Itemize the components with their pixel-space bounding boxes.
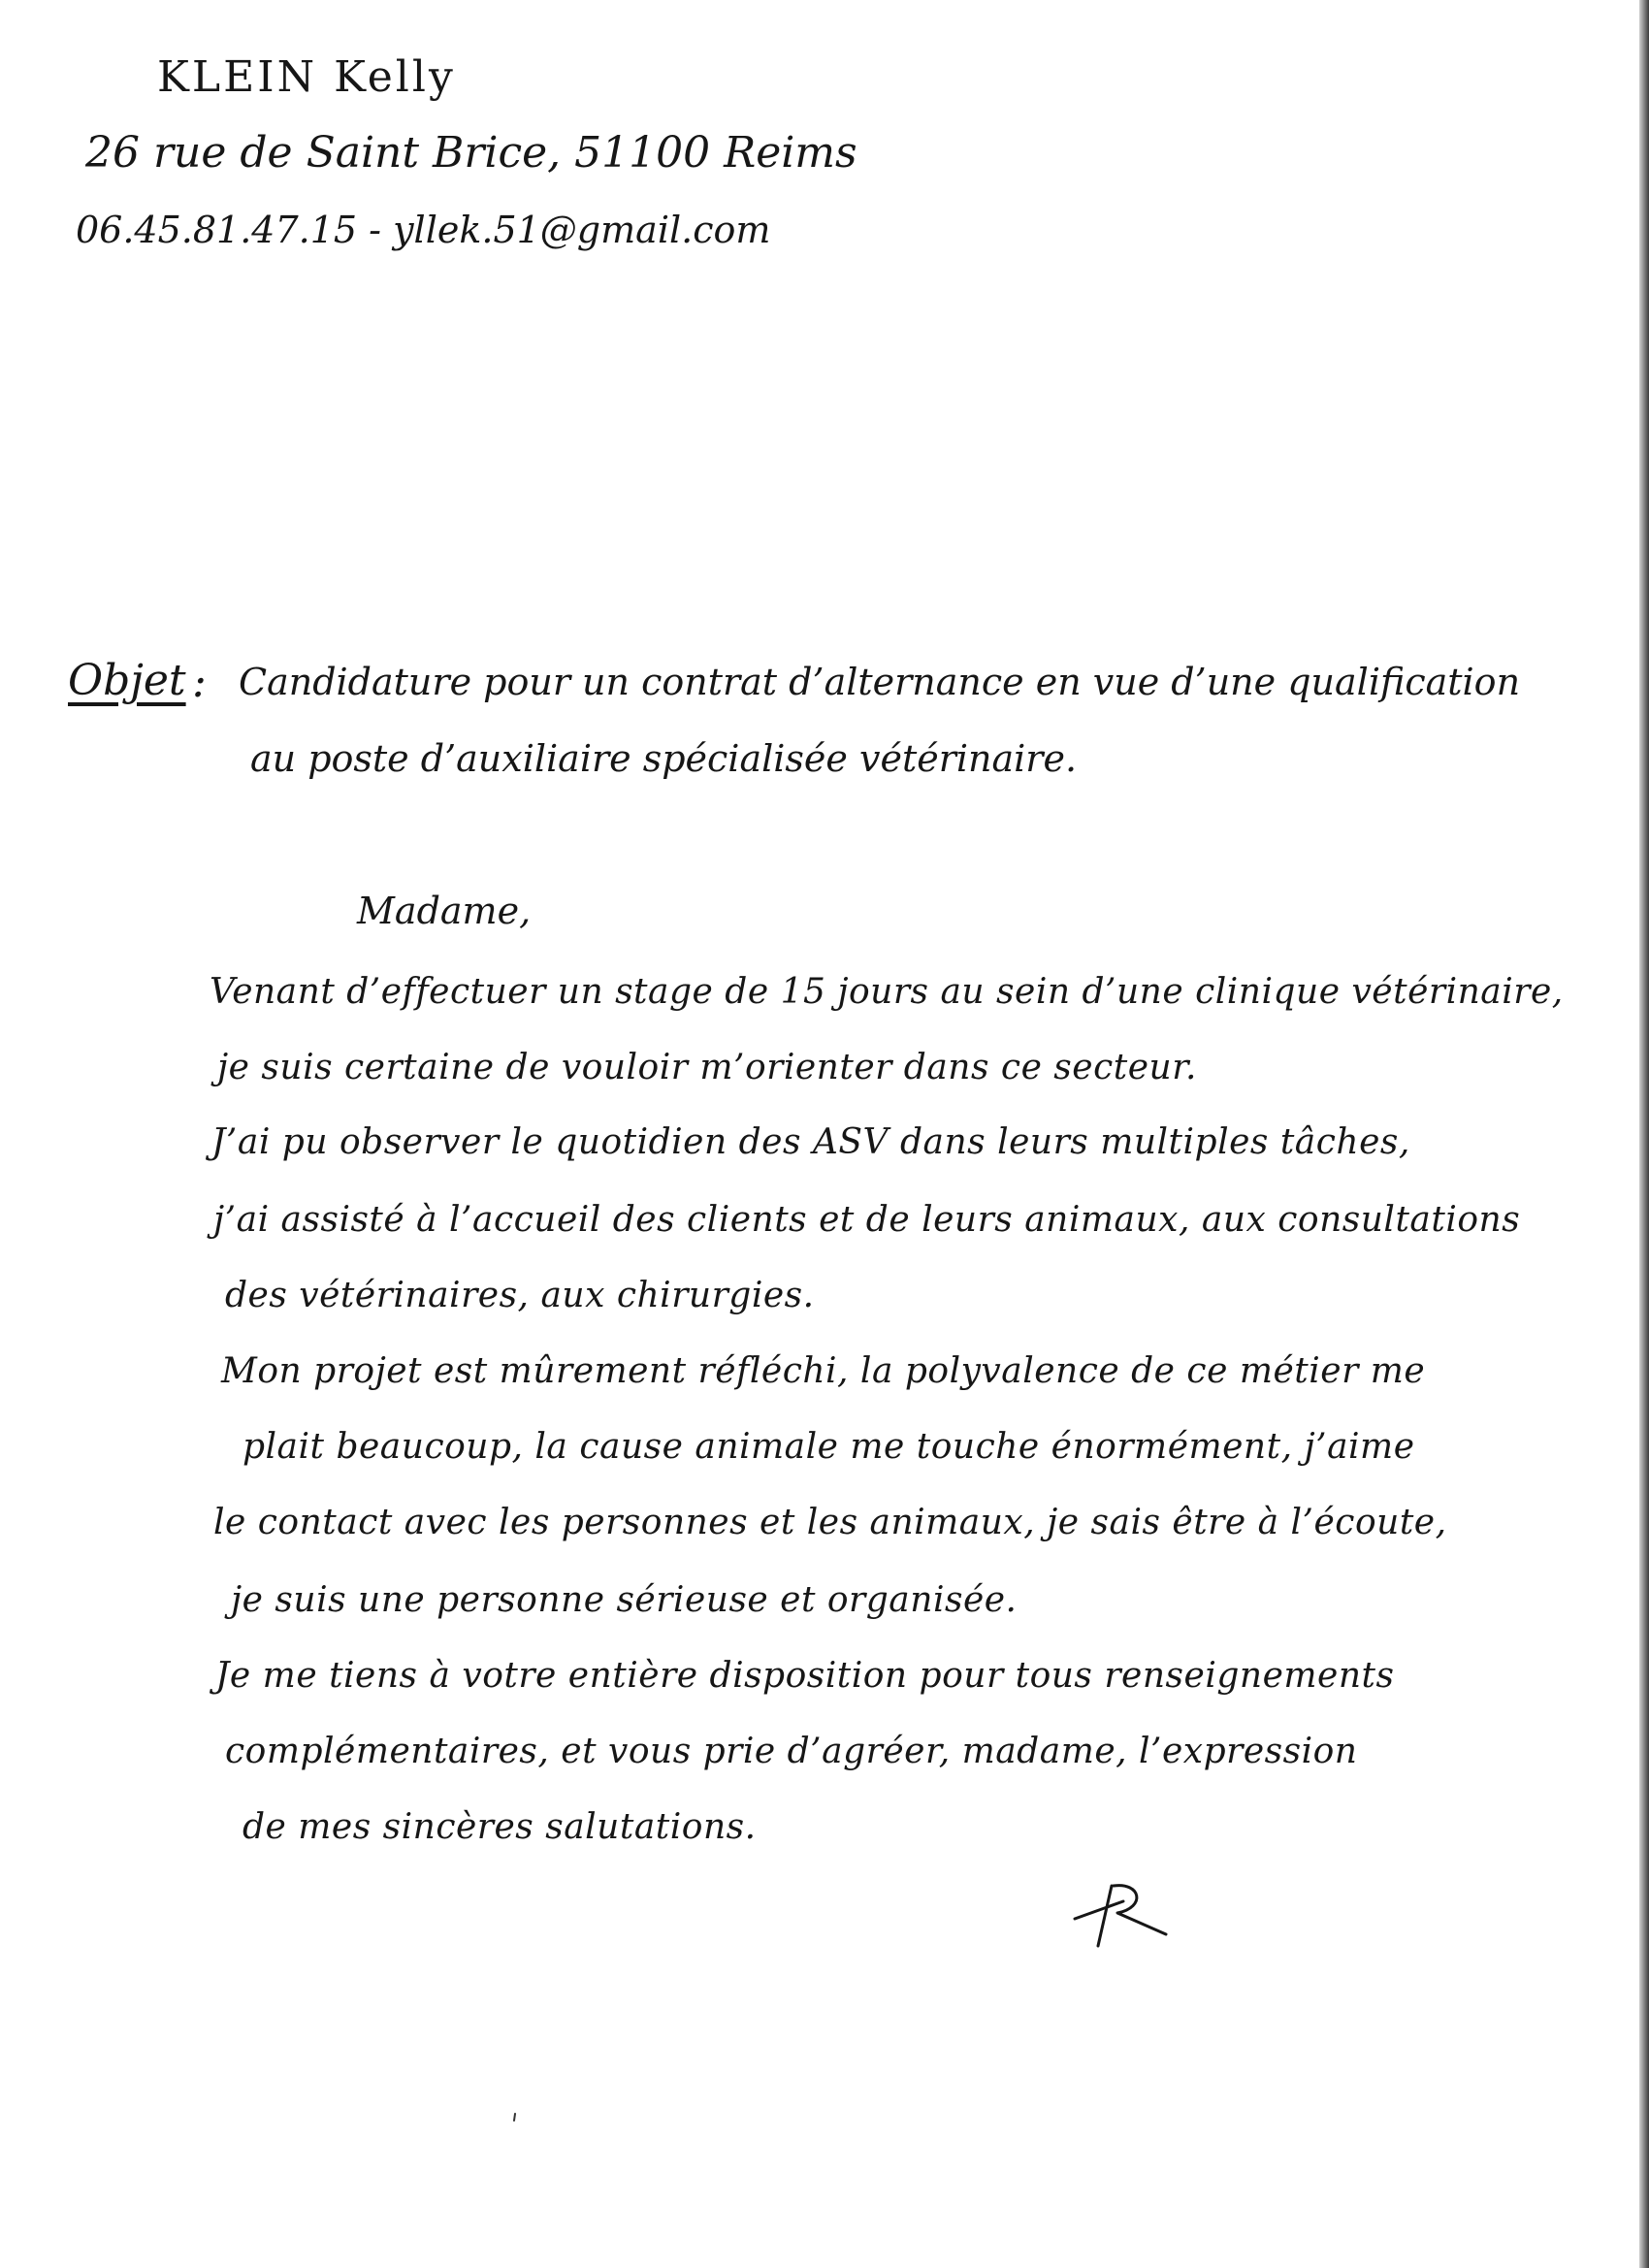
body-line: j’ai assisté à l’accueil des clients et de leurs animaux, aux consultations <box>213 1200 1521 1240</box>
subject-separator: : <box>192 658 207 707</box>
salutation: Madame, <box>357 890 532 932</box>
body-line: je suis une personne sérieuse et organisée. <box>231 1580 1018 1620</box>
sender-name: KLEIN Kelly <box>157 52 456 102</box>
scan-edge <box>1639 0 1649 2268</box>
body-line: le contact avec les personnes et les animaux, je sais être à l’écoute, <box>213 1503 1447 1542</box>
subject-line-2: au poste d’auxiliaire spécialisée vétérinaire. <box>250 737 1078 780</box>
sender-address: 26 rue de Saint Brice, 51100 Reims <box>85 128 857 178</box>
subject-label <box>68 656 186 705</box>
signature <box>1065 1878 1181 1956</box>
subject-label-text: Objet <box>68 656 186 705</box>
body-line: Je me tiens à votre entière disposition pour tous renseignements <box>215 1656 1395 1696</box>
body-line: de mes sincères salutations. <box>242 1807 757 1847</box>
stray-ink-mark <box>512 2113 518 2122</box>
sender-contact: 06.45.81.47.15 - yllek.51@gmail.com <box>76 209 771 251</box>
body-line: J’ai pu observer le quotidien des ASV dans leurs multiples tâches, <box>211 1122 1410 1162</box>
body-line: complémentaires, et vous prie d’agréer, madame, l’expression <box>225 1732 1358 1771</box>
body-line: Venant d’effectuer un stage de 15 jours au sein d’une clinique vétérinaire, <box>210 972 1564 1012</box>
body-line: je suis certaine de vouloir m’orienter dans ce secteur. <box>217 1048 1197 1087</box>
body-line: Mon projet est mûrement réfléchi, la polyvalence de ce métier me <box>221 1351 1426 1391</box>
body-line: des vétérinaires, aux chirurgies. <box>225 1276 815 1315</box>
body-line: plait beaucoup, la cause animale me touche énormément, j’aime <box>242 1427 1415 1467</box>
subject-line-1: Candidature pour un contrat d’alternance en vue d’une qualification <box>239 661 1521 703</box>
